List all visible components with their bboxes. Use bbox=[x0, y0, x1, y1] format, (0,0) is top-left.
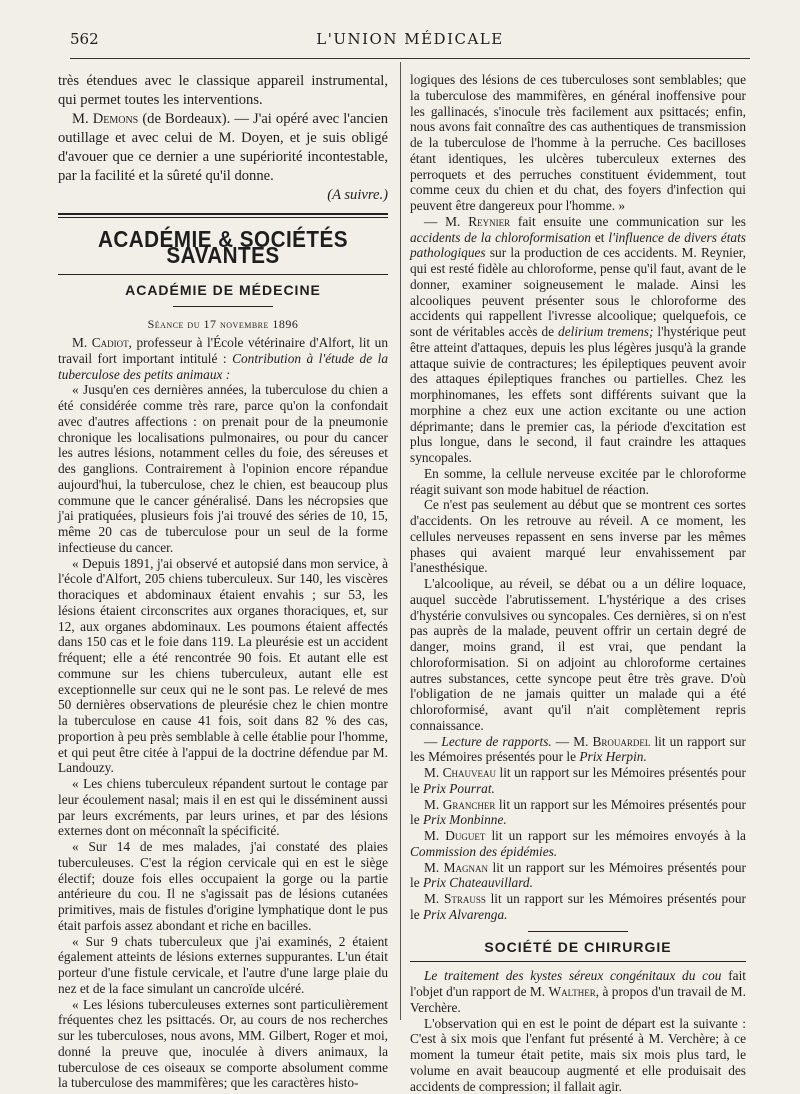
section-title: ACADÉMIE & SOCIÉTÉS SAVANTES bbox=[75, 232, 372, 264]
paragraph: « Sur 14 de mes malades, j'ai constaté des plaies tuberculeuses. C'est la région cervicale qui en est le siège électif; douze fois elles occupaient la gorge ou la partie antérieure du cou. Il ne s'agissait pas de lésions cutanées primitives, mais de fistules d'origine lymphatique dont le pus était parfois assez abondant et riche en bacilles. bbox=[58, 839, 388, 934]
chir-paragraph bbox=[410, 968, 746, 1015]
text: lit un rapport sur les Mémoires présentés pour le bbox=[410, 797, 746, 828]
header-rule bbox=[70, 58, 750, 59]
report-paragraph bbox=[410, 860, 746, 892]
speaker-name: Walther bbox=[549, 984, 596, 999]
cadiot-paragraph bbox=[58, 335, 388, 382]
speaker-name: Magnan bbox=[444, 860, 488, 875]
prize-name: Prix Pourrat. bbox=[423, 781, 495, 796]
journal-title: L'UNION MÉDICALE bbox=[70, 30, 750, 48]
topic-title: accidents de la chloroformisation bbox=[410, 230, 591, 245]
subsection-title: ACADÉMIE DE MÉDECINE bbox=[58, 283, 388, 299]
prize-name: Prix Alvarenga. bbox=[423, 907, 508, 922]
text: M. bbox=[424, 891, 444, 906]
text: M. bbox=[424, 765, 443, 780]
paragraph: Ce n'est pas seulement au début que se montrent ces sortes d'accidents. On les retrouve au réveil. A ce moment, les cellules nerveuses repassent en sens inverse par les mêmes phases qui avaient marqué leur envahissement par l'anesthésique. bbox=[410, 497, 746, 576]
short-rule bbox=[528, 931, 628, 932]
lecture-title: Lecture de rapports. bbox=[441, 734, 551, 749]
speaker-name: Strauss bbox=[444, 891, 486, 906]
text: — M. bbox=[552, 734, 593, 749]
text: lit un rapport sur les Mémoires présentés pour le bbox=[410, 891, 746, 922]
section-rule bbox=[58, 213, 388, 218]
speaker-name: Grancher bbox=[443, 797, 496, 812]
section-rule-thin bbox=[58, 274, 388, 275]
text: — M. bbox=[424, 214, 468, 229]
paragraph: L'observation qui en est le point de départ est la suivante : C'est à six mois que l'enfant fut présenté à M. Verchère; à ce moment la tumeur était petite, mais six mois plus tard, le volume en avait beaucoup augmenté et elle produisait des accidents de compression; il fallait agir. bbox=[410, 1016, 746, 1094]
topic-title: l'influence de divers états pathologiques bbox=[410, 230, 746, 261]
report-paragraph bbox=[410, 797, 746, 829]
speaker-name: Brouardel bbox=[593, 734, 651, 749]
speaker-name: Reynier bbox=[468, 214, 510, 229]
paragraph-text: , professeur à l'École vétérinaire d'Alfort, lit un travail fort important intitulé : bbox=[58, 335, 388, 366]
text: l'hystérique peut être atteint d'attaques, depuis les plus légères jusqu'à la grande attaque suivie de contractures; les épileptiques peuvent avoir des attaques épileptiques franches ou partielles. Chez les morphinomanes, les effets sont différents suivant que la morphine a chez eux une action excitante ou une action déprimante; dans le premier cas, la période d'excitation est plus longue, dans le second, il faut craindre les attaques syncopales. bbox=[410, 324, 746, 465]
text: lit un rapport sur les Mémoires présentés pour le bbox=[410, 734, 746, 765]
report-paragraph bbox=[410, 765, 746, 797]
prize-name: Prix Chateauvillard. bbox=[423, 875, 533, 890]
left-column bbox=[58, 72, 388, 1091]
page-number: 562 bbox=[70, 30, 99, 48]
commission-name: Commission des épidémies. bbox=[410, 844, 557, 859]
right-column bbox=[410, 72, 746, 1094]
work-title: Contribution à l'étude de la tuberculose des petits animaux : bbox=[58, 351, 388, 382]
text: M. bbox=[424, 860, 444, 875]
paragraph: En somme, la cellule nerveuse excitée par le chloroforme réagit suivant son mode habituel de réaction. bbox=[410, 466, 746, 498]
text: — bbox=[424, 734, 441, 749]
paragraph: « Sur 9 chats tuberculeux que j'ai examinés, 2 étaient également atteints de lésions externes suppurantes. L'un était porteur d'une fistule cervicale, et l'autre d'une large plaie du nez et de la face simulant un cancroïde ulcéré. bbox=[58, 934, 388, 997]
paragraph: « Les lésions tuberculeuses externes sont particulièrement fréquentes chez les psittacés. Or, au cours de nos recherches sur les tuberculoses, nous avons, MM. Gilbert, Roger et moi, donné la preuve que, inoculée à divers animaux, la tuberculose de ces oiseaux se comporte absolument comme la tuberculose des mammifères; que les caractères histo- bbox=[58, 997, 388, 1092]
paragraph: « Depuis 1891, j'ai observé et autopsié dans mon service, à l'école d'Alfort, 205 chiens tuberculeux. Sur 140, les viscères thoraciques et abdominaux étaient envahis ; sur 53, les lésions étaient circonscrites aux organes thoraciques, et, sur 12, aux organes abdominaux. Les poumons étaient affectés dans 150 cas et le foie dans 119. La pleurésie est un accident fréquent; elle a été rencontrée 90 fois. Et autant elle est commune sur les chiens tuberculeux, autant elle est exceptionnelle sur ceux qui ne le sont pas. Le relevé de mes 50 dernières observations de pleurésie chez le chien montre la tuberculose en cause 41 fois, soit dans 82 % des cas, proportion à peu près semblable à celle établie pour l'homme, et qui peut être citée à l'appui de la doctrine défendue par M. Landouzy. bbox=[58, 556, 388, 777]
text: sur la production de ces accidents. M. Reynier, qui est resté fidèle au chloroforme, pense qu'il faut, avant de le donner, examiner soigneusement le malade. Ainsi les alcooliques peuvent présenter sous le chloroforme des accidents qui rappellent l'ivresse alcoolique; quelquefois, ce sont de véritables accès de bbox=[410, 245, 746, 339]
text: M. bbox=[424, 797, 443, 812]
seance-date: Séance du 17 novembre 1896 bbox=[58, 317, 388, 333]
text: lit un rapport sur les mémoires envoyés à la bbox=[485, 828, 746, 843]
text: fait l'objet d'un rapport de M. bbox=[410, 968, 746, 999]
prize-name: Prix Monbinne. bbox=[423, 812, 507, 827]
text: lit un rapport sur les Mémoires présentés pour le bbox=[410, 765, 746, 796]
short-rule bbox=[173, 306, 273, 307]
reynier-paragraph bbox=[410, 214, 746, 466]
subsection-title: SOCIÉTÉ DE CHIRURGIE bbox=[410, 940, 746, 956]
column-divider bbox=[400, 62, 401, 1020]
text: fait ensuite une communication sur les bbox=[510, 214, 746, 229]
speaker-name: M. Demons bbox=[72, 111, 138, 127]
speaker-name: Duguet bbox=[445, 828, 485, 843]
speaker-name: M. Cadiot bbox=[72, 335, 129, 350]
prize-name: Prix Herpin. bbox=[579, 749, 646, 764]
text: , à propos d'un travail de M. Verchère. bbox=[410, 984, 746, 1015]
text: lit un rapport sur les Mémoires présentés pour le bbox=[410, 860, 746, 891]
paragraph: L'alcoolique, au réveil, se débat ou a un délire loquace, auquel succède l'abrutissement. L'hystérique a des crises d'hystérie convulsives ou syncopales. Ces dernières, si on n'est pas auprès de la malade, peuvent offrir un certain degré de danger, moins grand, il est vrai, que pendant la chloroformisation. Si on adjoint au chloroforme certaines autres substances, cette syncope peut être très grave. D'où l'obligation de ne jamais quitter un malade qui a été chloroformisé, avant qu'il n'ait complètement repris connaissance. bbox=[410, 576, 746, 734]
page-header bbox=[70, 28, 750, 54]
report-paragraph bbox=[410, 891, 746, 923]
topic-title: delirium tremens; bbox=[558, 324, 653, 339]
text: M. bbox=[424, 828, 445, 843]
speaker-name: Chauveau bbox=[443, 765, 496, 780]
paragraph: « Les chiens tuberculeux répandent surtout le contage par leur écoulement nasal; mais il en est qui le disséminent aussi par leurs excréments, par leurs urines, et par des lésions externes dont on méconnaît la spécificité. bbox=[58, 776, 388, 839]
paragraph: « Jusqu'en ces dernières années, la tuberculose du chien a été considérée comme très rare, parce qu'on la confondait avec d'autres affections : on prenait pour de la pneumonie chronique les localisations pulmonaires, ou pour du cancer les autres lésions, notamment celles du foie, des séreuses et des ganglions. Contrairement à l'opinion encore répandue aujourd'hui, la tuberculose, chez le chien, est beaucoup plus commune que le cancer généralisé. Dans les nécropsies que j'ai pratiquées, plusieurs fois j'ai trouvé des séries de 10, 15, même 20 cas de tuberculose pour un seul de la forme infectieuse du cancer. bbox=[58, 382, 388, 555]
lecture-paragraph bbox=[410, 734, 746, 766]
report-paragraph bbox=[410, 828, 746, 860]
demons-paragraph bbox=[58, 110, 388, 186]
a-suivre: (A suivre.) bbox=[58, 186, 388, 205]
paragraph: logiques des lésions de ces tuberculoses sont semblables; que la tuberculose des mammifères, en général inoffensive pour les gallinacés, s'inocule très facilement aux psittacés; enfin, nous avons fait connaître des cas authentiques de transmission de la tuberculose de l'homme à la perruche. Ces bacilloses étant identiques, les ulcères tuberculeux externes des perroquets et des perruches constituent évidemment, tout comme ceux du chien et du chat, des foyers d'infection qui peuvent être dangereux pour l'homme. » bbox=[410, 72, 746, 214]
subsection-rule bbox=[410, 961, 746, 962]
text: et bbox=[591, 230, 608, 245]
topic-title: Le traitement des kystes séreux congénitaux du cou bbox=[424, 968, 721, 983]
paragraph-text: (de Bordeaux). — J'ai opéré avec l'ancien outillage et avec celui de M. Doyen, et je suis obligé d'avouer que ce dernier a une supériorité incontestable, par la facilité et la sûreté qu'il donne. bbox=[58, 111, 388, 184]
intro-paragraph: très étendues avec le classique appareil instrumental, qui permet toutes les interventions. bbox=[58, 72, 388, 110]
